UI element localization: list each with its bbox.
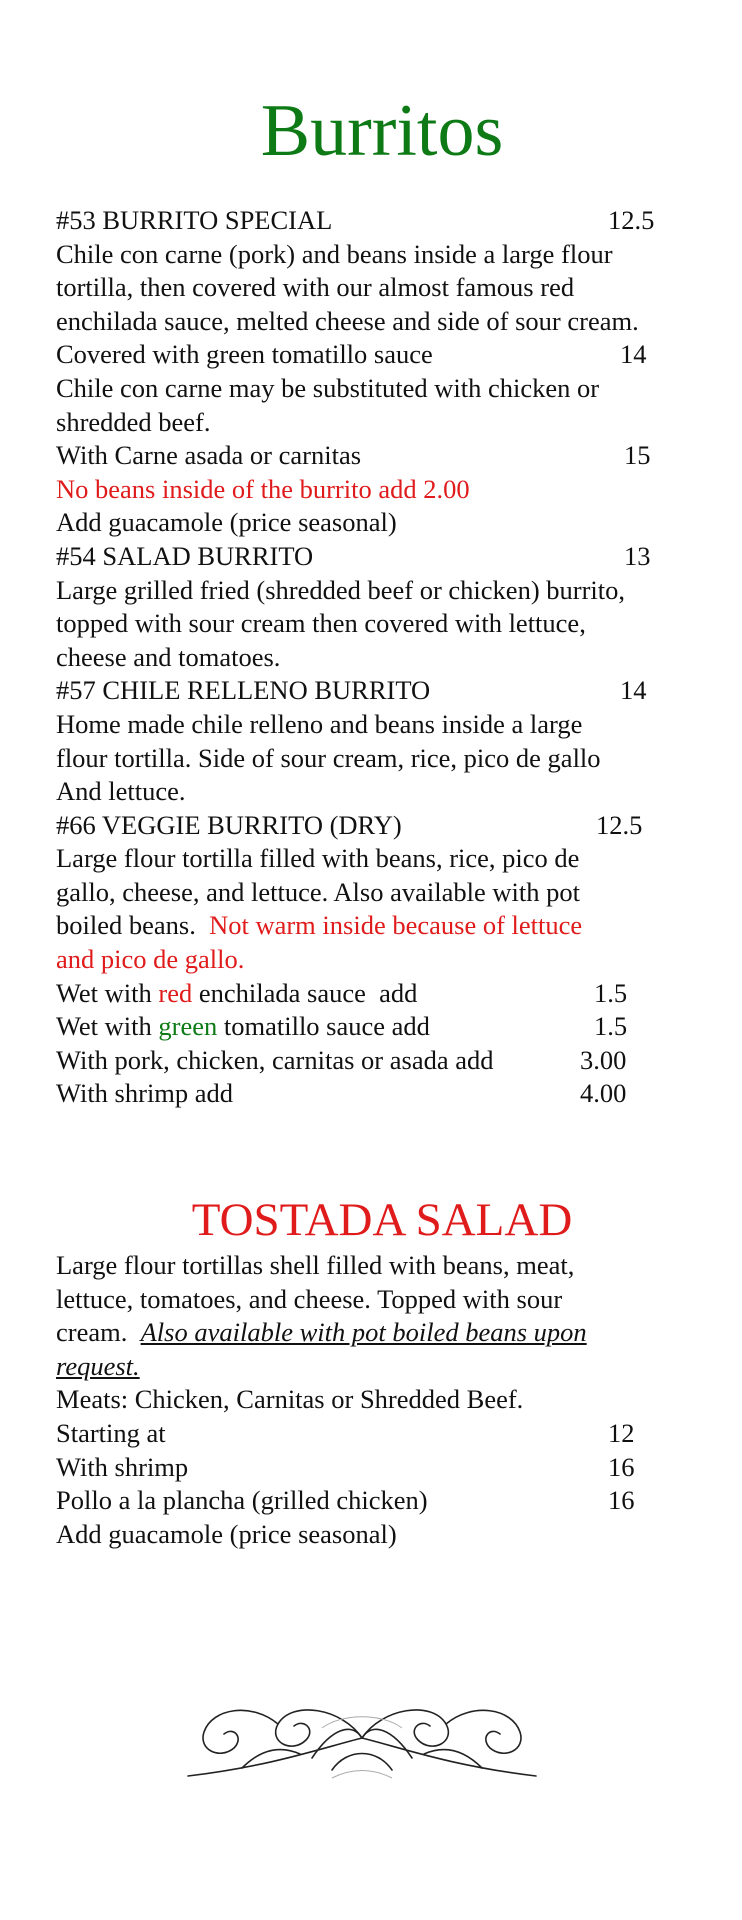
tostada-desc-line [56, 1350, 716, 1384]
item-66-warning-line: and pico de gallo. [56, 944, 245, 975]
item-66-warning: Not warm inside because of lettuce [209, 910, 583, 941]
extra-price: 3.00 [580, 1044, 627, 1075]
tostada-shrimp-label: With shrimp [56, 1451, 189, 1482]
item-53-header [56, 204, 716, 238]
no-beans-note: No beans inside of the burrito add 2.00 [56, 473, 470, 504]
item-66-desc-text: boiled beans. [56, 910, 210, 941]
tostada-starting-label: Starting at [56, 1417, 166, 1448]
item-54-desc-line: topped with sour cream then covered with lettuce, [56, 608, 586, 639]
item-66-price: 12.5 [596, 809, 643, 840]
item-54-name: #54 SALAD BURRITO [56, 540, 314, 571]
item-66-desc-line: gallo, cheese, and lettuce. Also available with pot [56, 876, 580, 907]
item-53-sub-line: shredded beef. [56, 406, 211, 437]
extra-wet-green [56, 1010, 716, 1044]
item-57-header [56, 674, 716, 708]
tostada-desc-line [56, 1316, 716, 1350]
item-66-name: #66 VEGGIE BURRITO (DRY) [56, 809, 402, 840]
tostada-meats: Meats: Chicken, Carnitas or Shredded Beef. [56, 1384, 524, 1415]
item-57-name: #57 CHILE RELLENO BURRITO [56, 675, 431, 706]
extra-price: 1.5 [594, 977, 628, 1008]
item-54-price: 13 [624, 540, 651, 571]
item-57-desc-line: flour tortilla. Side of sour cream, rice, pico de gallo [56, 742, 601, 773]
burritos-title: Burritos [260, 90, 504, 172]
flourish-ornament-icon [182, 1688, 542, 1788]
item-54-header [56, 540, 716, 574]
item-53-name: #53 BURRITO SPECIAL [56, 205, 333, 235]
extra-price: 4.00 [580, 1078, 627, 1109]
extra-shrimp [56, 1077, 716, 1111]
extra-meat [56, 1044, 716, 1078]
burritos-section [56, 204, 716, 1111]
tostada-guacamole: Add guacamole (price seasonal) [56, 1518, 397, 1549]
item-66-desc-line [56, 909, 716, 943]
extra-label: enchilada sauce add [192, 977, 418, 1008]
item-66-header [56, 809, 716, 843]
item-53-asada-option [56, 439, 716, 473]
extra-label: tomatillo sauce add [217, 1011, 430, 1042]
tostada-pollo [56, 1484, 716, 1518]
tostada-desc-line: lettuce, tomatoes, and cheese. Topped with sour [56, 1283, 563, 1314]
tostada-shrimp [56, 1451, 716, 1485]
item-53-green-option [56, 338, 716, 372]
item-57-desc-line: And lettuce. [56, 776, 186, 807]
asada-option-label: With Carne asada or carnitas [56, 440, 362, 471]
tostada-desc-line: Large flour tortillas shell filled with beans, meat, [56, 1250, 575, 1280]
item-53-price: 12.5 [608, 205, 655, 235]
pot-beans-note: request. [56, 1350, 140, 1381]
extra-label: With pork, chicken, carnitas or asada add [56, 1044, 494, 1075]
item-57-desc-line: Home made chile relleno and beans inside a large [56, 708, 583, 739]
extra-label: Wet with [56, 977, 159, 1008]
item-53-desc-line: tortilla, then covered with our almost famous red [56, 272, 575, 303]
tostada-title: TOSTADA SALAD [191, 1194, 573, 1246]
green-option-label: Covered with green tomatillo sauce [56, 339, 433, 370]
tostada-starting [56, 1417, 716, 1451]
green-option-price: 14 [620, 339, 647, 370]
extra-label: With shrimp add [56, 1078, 234, 1109]
tostada-starting-price: 12 [608, 1417, 635, 1448]
item-57-price: 14 [620, 675, 647, 706]
tostada-pollo-price: 16 [608, 1485, 635, 1516]
tostada-section [56, 1249, 716, 1551]
item-53-desc-line: Chile con carne (pork) and beans inside a large flour [56, 238, 613, 269]
extra-price: 1.5 [594, 1011, 628, 1042]
item-53-desc-line: enchilada sauce, melted cheese and side of sour cream. [56, 305, 639, 336]
item-54-desc-line: Large grilled fried (shredded beef or chicken) burrito, [56, 574, 626, 605]
item-53-sub-line: Chile con carne may be substituted with chicken or [56, 372, 600, 403]
pot-beans-note: Also available with pot boiled beans upon [140, 1317, 587, 1348]
red-word: red [158, 977, 193, 1008]
item-66-desc-line: Large flour tortilla filled with beans, rice, pico de [56, 843, 580, 874]
extra-wet-red [56, 977, 716, 1011]
green-word: green [158, 1011, 218, 1042]
tostada-shrimp-price: 16 [608, 1451, 635, 1482]
tostada-pollo-label: Pollo a la plancha (grilled chicken) [56, 1485, 428, 1516]
item-54-desc-line: cheese and tomatoes. [56, 641, 281, 672]
item-53-guacamole: Add guacamole (price seasonal) [56, 507, 397, 538]
asada-option-price: 15 [624, 440, 651, 471]
extra-label: Wet with [56, 1011, 159, 1042]
tostada-desc-text: cream. [56, 1317, 141, 1348]
